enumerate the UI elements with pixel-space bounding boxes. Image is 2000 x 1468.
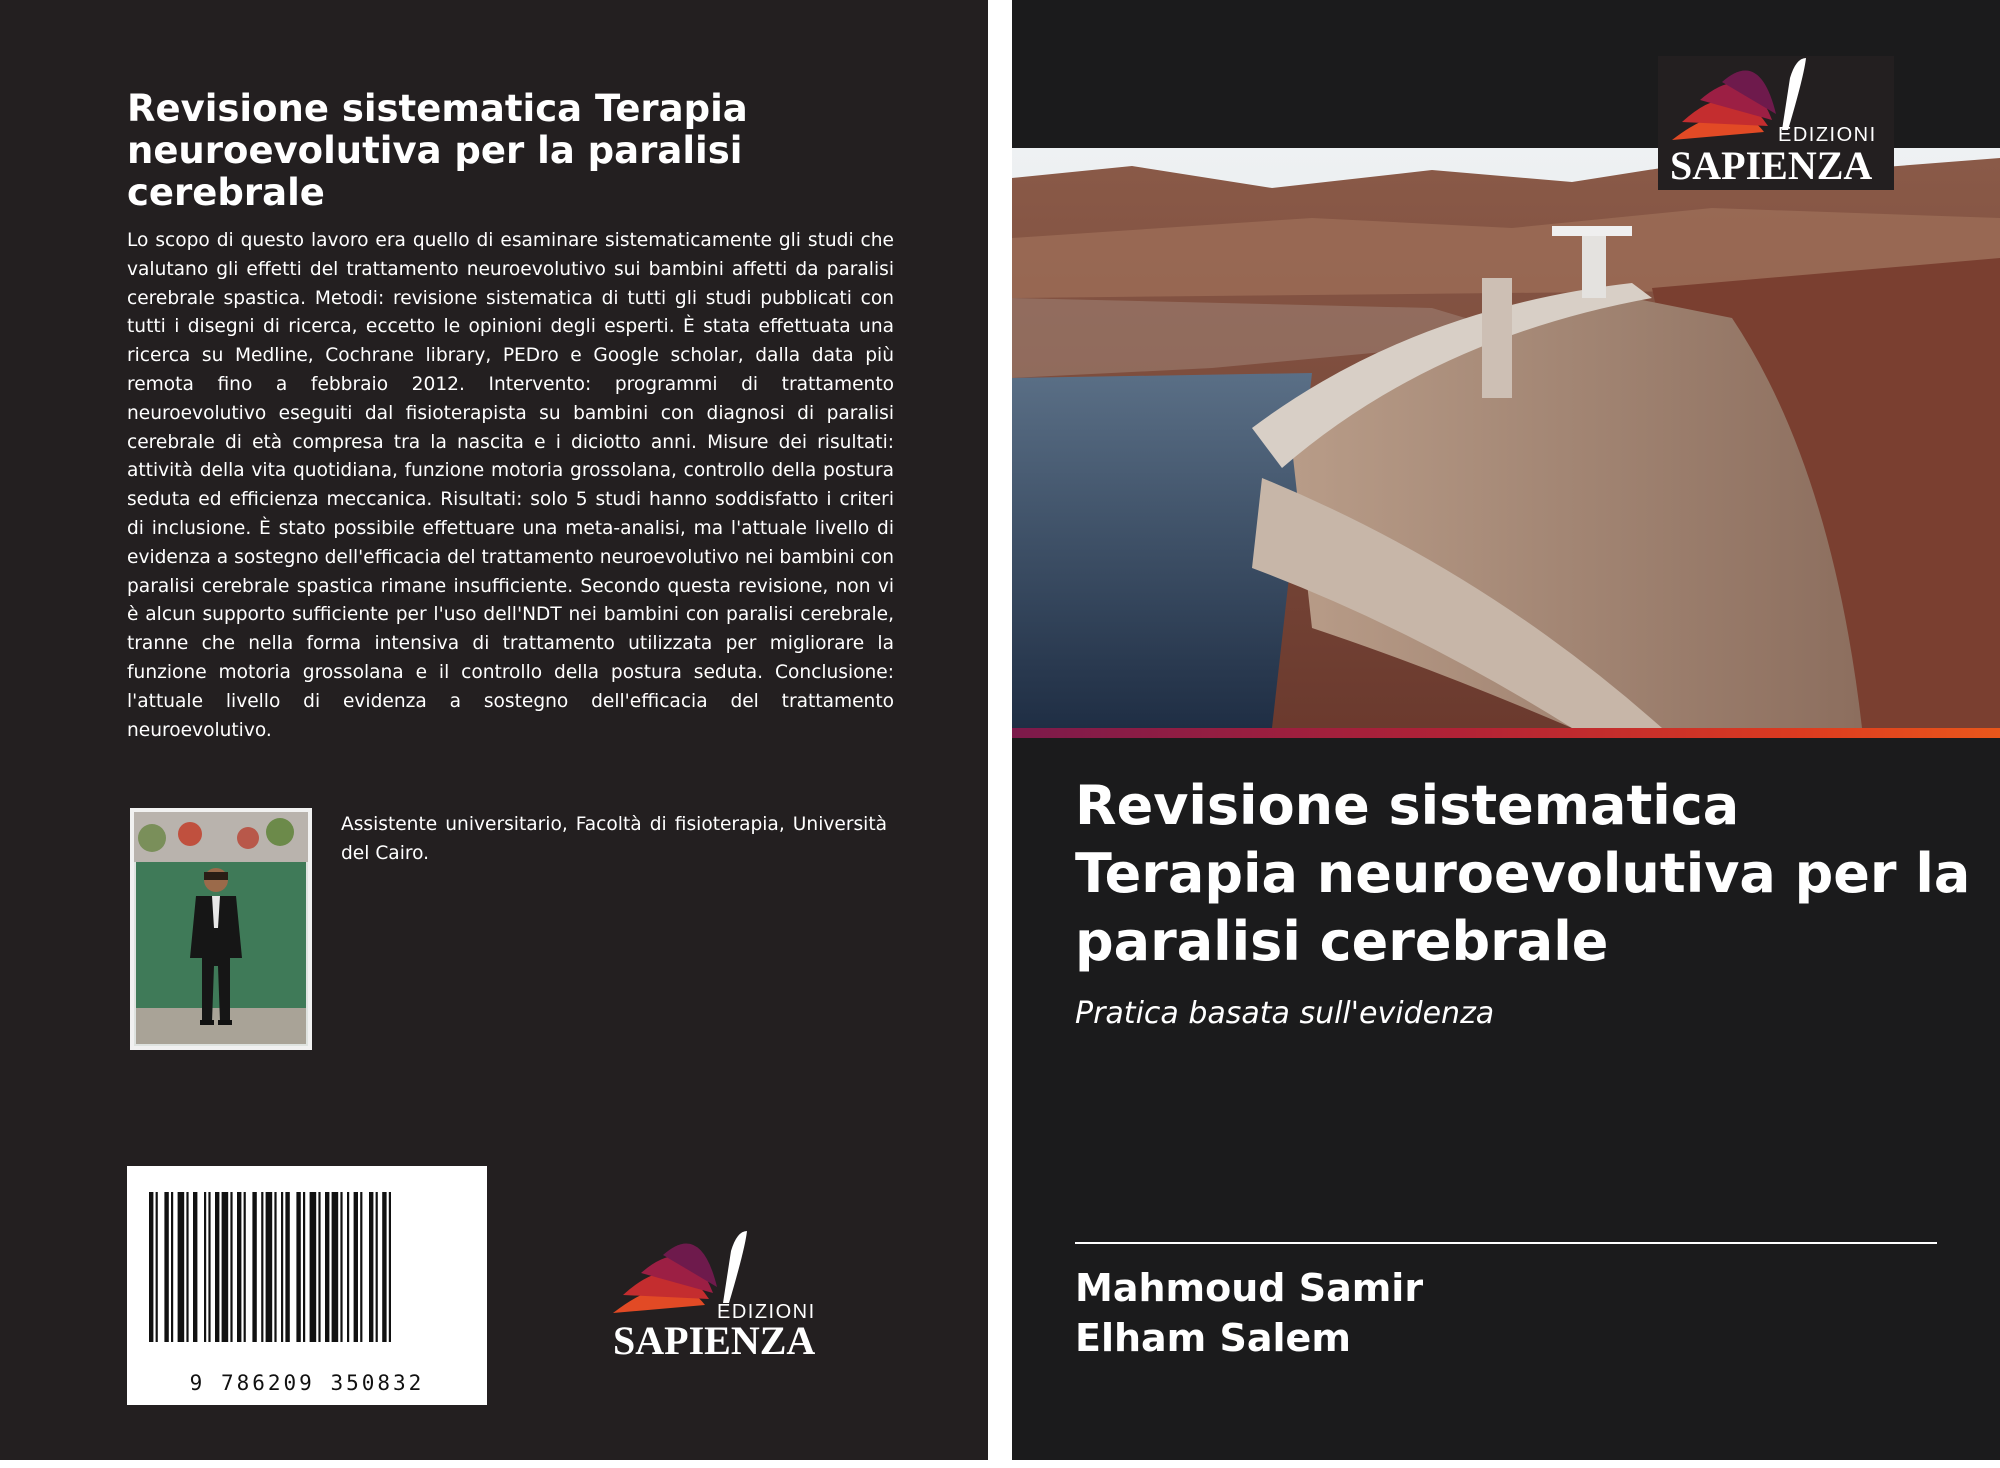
back-cover-abstract: Lo scopo di questo lavoro era quello di esaminare sistematicamente gli studi che valutano gli effetti del trattamento neuroevolutivo sui bambini affetti da paralisi cerebrale spastica. Metodi: revisione sistematica di tutti gli studi pubblicati con tutti i disegni di ricerca, eccetto le opinioni degli esperti. È stata effettuata una ricerca su Medline, Cochrane library, PEDro e Google scholar, dalla data più remota fino a febbraio 2012. Intervento: programmi di trattamento neuroevolutivo eseguiti dal fisioterapista su bambini con diagnosi di paralisi cerebrale di età compresa tra la nascita e i diciotto anni. Misure dei risultati: attività della vita quotidiana, funzione motoria grossolana, controllo della postura seduta ed efficienza meccanica. Risultati: solo 5 studi hanno soddisfatto i criteri di inclusione. È stato possibile effettuare una meta-analisi, ma l'attuale livello di evidenza a sostegno dell'efficacia del trattamento neuroevolutivo nei bambini con paralisi cerebrale spastica rimane insufficiente. Secondo questa revisione, non vi è alcun supporto sufficiente per l'uso dell'NDT nei bambini con paralisi cerebrale, tranne che nella forma intensiva di trattamento utilizzata per migliorare la funzione motoria grossolana e il controllo della postura seduta. Conclusione: l'attuale livello di evidenza a sostegno dell'efficacia del trattamento neuroevolutivo. [127, 230, 894, 741]
barcode-bars [127, 1166, 487, 1366]
front-cover-title: Revisione sistematica Terapia neuroevolutiva per la paralisi cerebrale [1075, 774, 1971, 973]
spine [988, 0, 1012, 1468]
front-cover [1012, 0, 2000, 1468]
page-bottom-edge [0, 1460, 2000, 1468]
author-bio: Assistente universitario, Facoltà di fisioterapia, Università del Cairo. [341, 814, 887, 864]
dam-photo [1012, 148, 2000, 728]
front-cover-subtitle: Pratica basata sull'evidenza [1075, 996, 1495, 1031]
logo-sapienza-text: SAPIENZA [1670, 143, 1873, 188]
publisher-logo-back [605, 1225, 827, 1363]
author-portrait-image [130, 808, 312, 1050]
author-photo [130, 808, 312, 1050]
logo-edizioni-text: EDIZIONI [717, 1301, 816, 1323]
isbn-digits: 9 786209 350832 [189, 1371, 425, 1395]
author-name-1: Mahmoud Samir [1075, 1266, 1424, 1310]
author-divider [1075, 1242, 1937, 1244]
publisher-logo-front [1658, 56, 1894, 190]
isbn-barcode [127, 1166, 487, 1405]
logo-sapienza-text: SAPIENZA [613, 1318, 816, 1363]
back-cover [0, 0, 988, 1468]
author-name-2: Elham Salem [1075, 1316, 1351, 1360]
accent-gradient-bar [1012, 728, 2000, 738]
back-cover-title: Revisione sistematica Terapia neuroevolutiva per la paralisi cerebrale [127, 87, 748, 214]
logo-edizioni-text: EDIZIONI [1778, 124, 1877, 146]
